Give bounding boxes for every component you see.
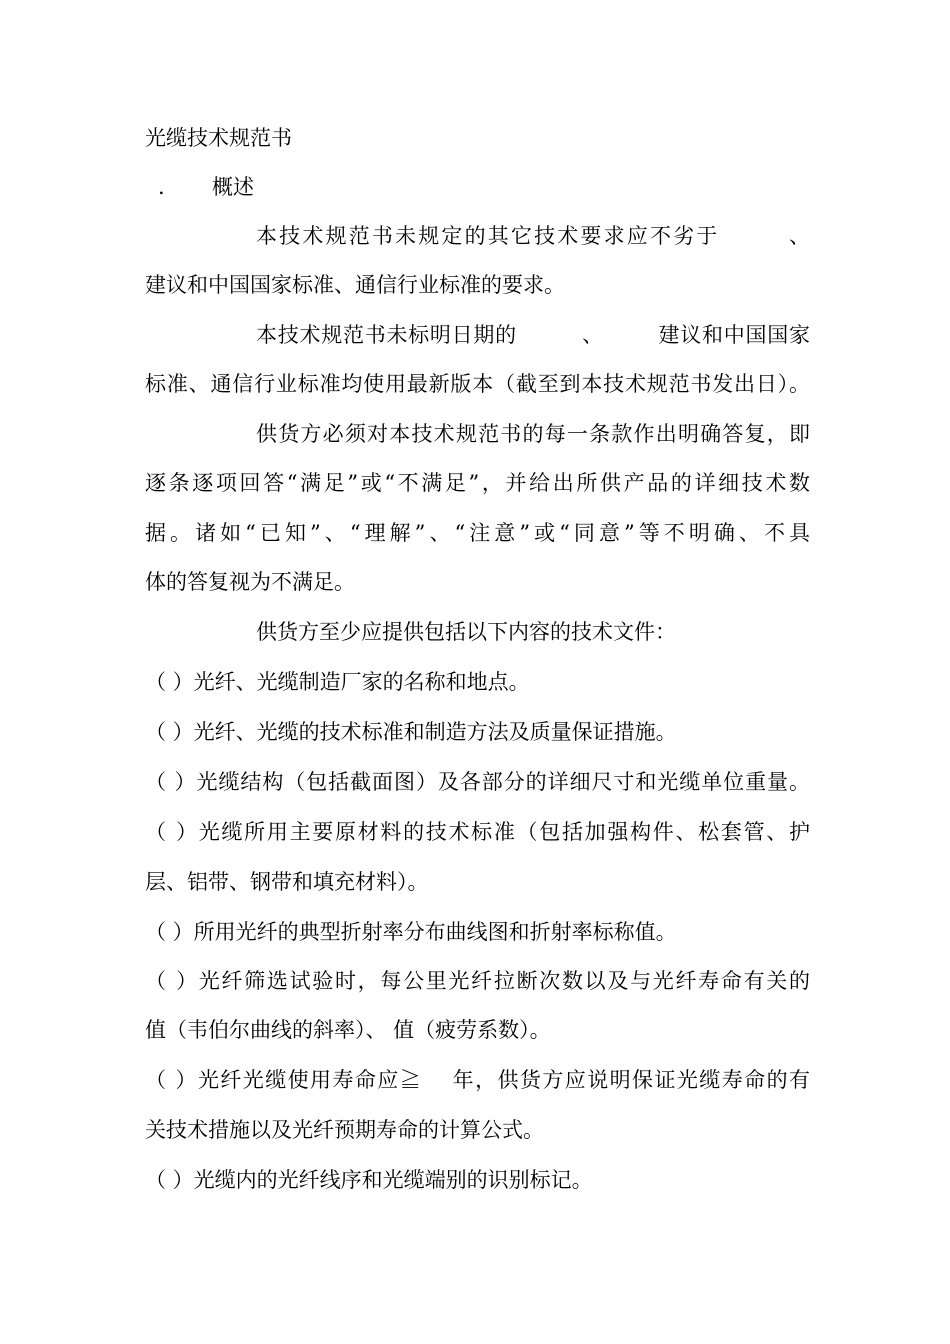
section-number: . <box>158 175 165 199</box>
list-item: （ ）光缆结构（包括截面图）及各部分的详细尺寸和光缆单位重量。 <box>145 770 810 794</box>
paragraph-line: 供货方必须对本技术规范书的每一条款作出明确答复，即 <box>256 422 810 446</box>
paragraph-line: 据。诸如“已知”、“理解”、“注意”或“同意”等不明确、不具 <box>145 521 810 545</box>
paragraph-line: 供货方至少应提供包括以下内容的技术文件： <box>256 620 676 644</box>
section-title: 概述 <box>212 175 254 199</box>
document-title: 光缆技术规范书 <box>145 126 292 150</box>
list-item: （ ）光纤筛选试验时，每公里光纤拉断次数以及与光纤寿命有关的 <box>145 969 810 993</box>
paragraph-line: 建议和中国国家标准、通信行业标准的要求。 <box>145 273 565 297</box>
list-item: （ ）光纤、光缆制造厂家的名称和地点。 <box>145 670 530 694</box>
list-item-continuation: 层、铝带、钢带和填充材料）。 <box>145 870 429 894</box>
paragraph-line: 标准、通信行业标准均使用最新版本（截至到本技术规范书发出日）。 <box>145 372 810 396</box>
list-item: （ ）光缆所用主要原材料的技术标准（包括加强构件、松套管、护 <box>145 820 810 844</box>
list-item: （ ）所用光纤的典型折射率分布曲线图和折射率标称值。 <box>145 920 677 944</box>
paragraph-line: 本技术规范书未规定的其它技术要求应不劣于 、 <box>256 224 810 248</box>
paragraph-line: 逐条逐项回答“满足”或“不满足”，并给出所供产品的详细技术数 <box>145 471 810 495</box>
paragraph-line: 体的答复视为不满足。 <box>145 570 355 594</box>
list-item: （ ）光缆内的光纤线序和光缆端别的识别标记。 <box>145 1168 593 1192</box>
paragraph-line: 本技术规范书未标明日期的 、 建议和中国国家 <box>256 323 810 347</box>
list-item: （ ）光纤光缆使用寿命应≧ 年，供货方应说明保证光缆寿命的有 <box>145 1068 810 1092</box>
list-item-continuation: 值（韦伯尔曲线的斜率）、 值（疲劳系数）。 <box>145 1018 551 1042</box>
list-item: （ ）光纤、光缆的技术标准和制造方法及质量保证措施。 <box>145 720 677 744</box>
list-item-continuation: 关技术措施以及光纤预期寿命的计算公式。 <box>145 1118 544 1142</box>
